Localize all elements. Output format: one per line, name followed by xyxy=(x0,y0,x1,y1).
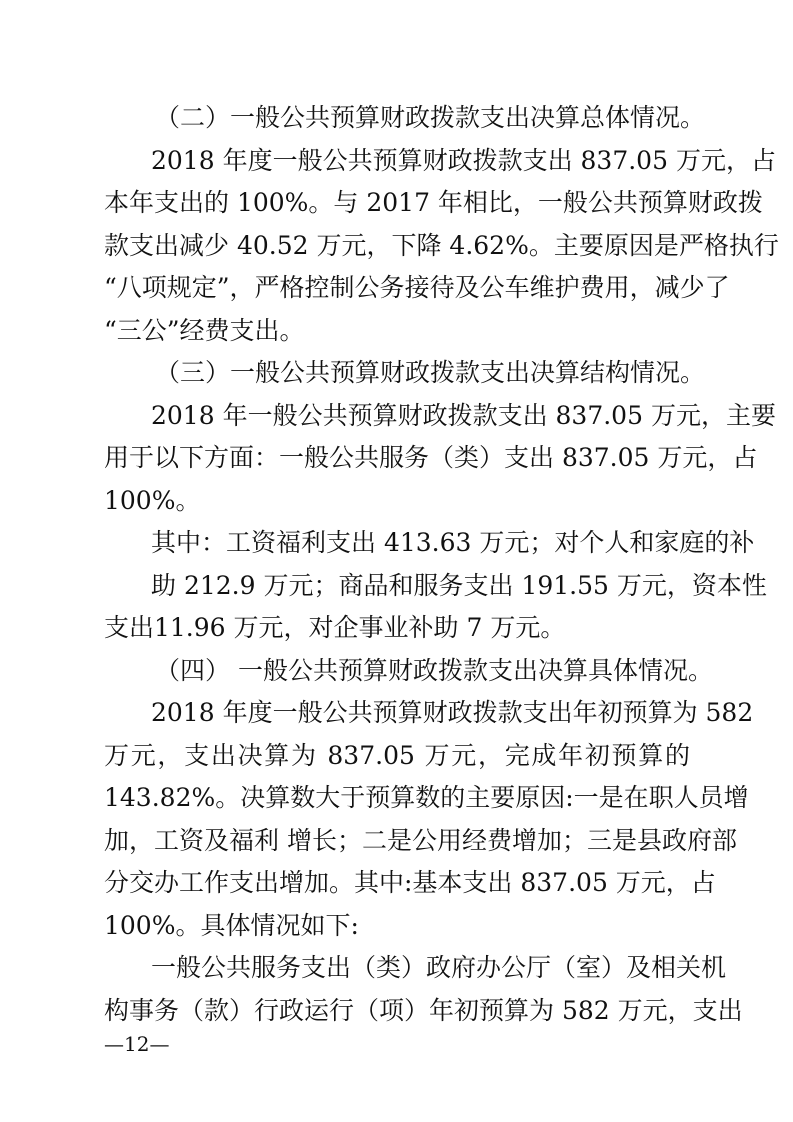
paragraph-line: 分交办工作支出增加。其中:基本支出 837.05 万元，占 xyxy=(104,868,716,897)
section-heading-4: （四） 一般公共预算财政拨款支出决算具体情况。 xyxy=(155,655,713,685)
paragraph-line: 助 212.9 万元；商品和服务支出 191.55 万元，资本性 xyxy=(151,570,767,600)
paragraph-line: 本年支出的 100%。与 2017 年相比，一般公共预算财政拨 xyxy=(104,188,763,217)
paragraph-line: “三公”经费支出。 xyxy=(104,315,305,345)
paragraph-line: 一般公共服务支出（类）政府办公厅（室）及相关机 xyxy=(151,953,727,982)
paragraph-line: 100%。具体情况如下: xyxy=(104,910,359,940)
paragraph-line: 其中：工资福利支出 413.63 万元；对个人和家庭的补 xyxy=(151,528,755,557)
paragraph-line: 款支出减少 40.52 万元，下降 4.62%。主要原因是严格执行 xyxy=(104,230,779,260)
paragraph-line: 100%。 xyxy=(104,485,201,515)
paragraph-line: 支出11.96 万元，对企事业补助 7 万元。 xyxy=(104,613,566,642)
page-number: —12— xyxy=(104,1032,170,1056)
paragraph-line: “八项规定”，严格控制公务接待及公车维护费用，减少了 xyxy=(104,273,730,302)
section-heading-2: （二）一般公共预算财政拨款支出决算总体情况。 xyxy=(155,103,706,132)
paragraph-line: 加，工资及福利 增长；二是公用经费增加；三是县政府部 xyxy=(104,825,737,855)
paragraph-line: 万元，支出决算为 837.05 万元，完成年初预算的 xyxy=(104,740,690,770)
paragraph-line: 2018 年度一般公共预算财政拨款支出年初预算为 582 xyxy=(151,698,754,727)
paragraph-line: 构事务（款）行政运行（项）年初预算为 582 万元，支出 xyxy=(104,995,743,1025)
paragraph-line: 用于以下方面：一般公共服务（类）支出 837.05 万元，占 xyxy=(104,443,758,472)
paragraph-line: 143.82%。决算数大于预算数的主要原因:一是在职人员增 xyxy=(104,783,749,812)
paragraph-line: 2018 年度一般公共预算财政拨款支出 837.05 万元，占 xyxy=(151,145,776,175)
section-heading-3: （三）一般公共预算财政拨款支出决算结构情况。 xyxy=(155,358,706,387)
paragraph-line: 2018 年一般公共预算财政拨款支出 837.05 万元，主要 xyxy=(151,400,776,430)
